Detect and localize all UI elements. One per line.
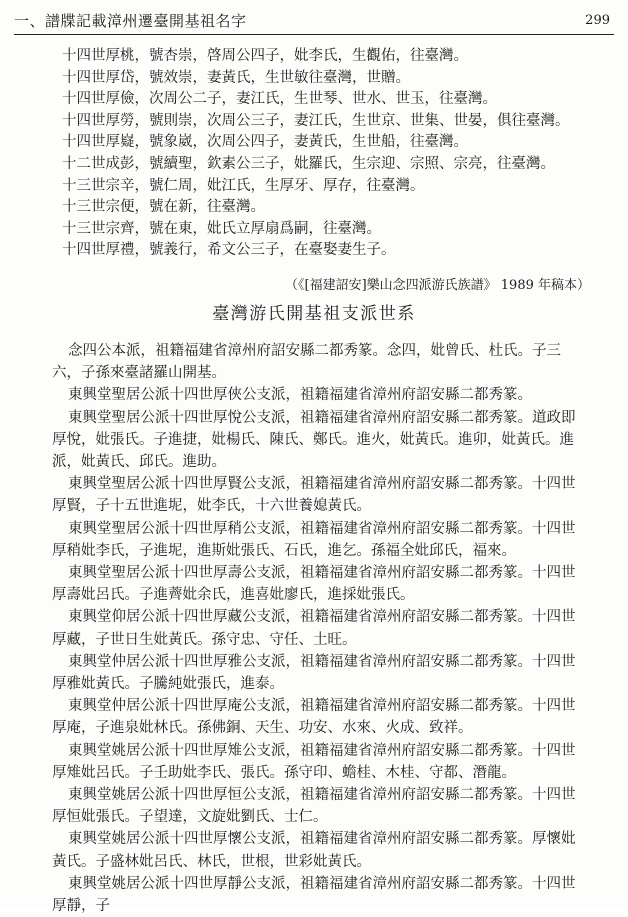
paragraph: 念四公本派，祖籍福建省漳州府詔安縣二都秀篆。念四，妣曾氏、杜氏。子三六，子孫來臺諸羅山開基。 — [52, 343, 561, 382]
list-item: 十四世厚桃，號杏崇，啓周公四子，妣李氏，生觀佑，往臺灣。 — [62, 48, 468, 64]
paragraph: 東興堂姚居公派十四世厚懷公支派，祖籍福建省漳州府詔安縣二都秀篆。厚懷妣黃氏。子盛林妣呂氏、林氏，世根，世彩妣黃氏。 — [52, 831, 576, 870]
paragraph: 東興堂姚居公派十四世厚靜公支派，祖籍福建省漳州府詔安縣二都秀篆。十四世厚靜，子 — [52, 875, 576, 915]
paragraph: 東興堂姚居公派十四世厚雉公支派，祖籍福建省漳州府詔安縣二都秀篆。十四世厚雉妣呂氏。子壬助妣李氏、張氏。孫守印、蟾桂、木桂、守都、潛龍。 — [52, 742, 576, 781]
list-item: 十四世厚禮，號義行，希文公三子，在臺娶妻生子。 — [62, 242, 396, 259]
section-title: 臺灣游氏開基祖支派世系 — [212, 304, 416, 324]
running-header — [14, 10, 614, 35]
paragraph: 東興堂仲居公派十四世厚雅公支派，祖籍福建省漳州府詔安縣二都秀篆。十四世厚雅妣黃氏。子騰純妣張氏，進泰。 — [52, 653, 576, 693]
paragraph: 東興堂聖居公派十四世厚賢公支派，祖籍福建省漳州府詔安縣二都秀篆。十四世厚賢，子十五世進坭，妣李氏，十六世養媳黃氏。 — [52, 476, 576, 515]
paragraph: 東興堂仰居公派十四世厚藏公支派，祖籍福建省漳州府詔安縣二都秀篆。十四世厚藏，子世日生妣黃氏。孫守忠、守任、土旺。 — [52, 609, 576, 648]
list-item: 十四世厚岱，號效崇，妻黃氏，生世敏往臺灣，世贈。 — [62, 69, 410, 86]
source-citation: （《[福建詔安]樂山念四派游氏族譜》 1989 年稿本） — [285, 278, 590, 293]
list-item: 十三世宗辛，號仁周，妣江氏，生厚牙、厚存，往臺灣。 — [62, 177, 425, 194]
list-item: 十三世宗齊，號在東，妣氏立厚扇爲嗣，往臺灣。 — [62, 220, 381, 237]
page-number: 299 — [585, 13, 610, 28]
list-item: 十四世厚儉，次周公二子，妻江氏，生世琴、世水、世玉，往臺灣。 — [62, 91, 497, 108]
list-item: 十二世成彭，號續聖，欽素公三子，妣羅氏，生宗迎、宗照、宗亮，往臺灣。 — [62, 155, 555, 172]
paragraph: 東興堂聖居公派十四世厚壽公支派，祖籍福建省漳州府詔安縣二都秀篆。十四世厚壽妣呂氏。子進薺妣余氏，進喜妣廖氏，進採妣張氏。 — [52, 565, 576, 604]
body-text — [52, 340, 582, 917]
list-item: 十四世厚嶷，號象崴，次周公四子，妻黃氏，生世船，往臺灣。 — [62, 134, 468, 151]
list-item: 十三世宗便，號在新，往臺灣。 — [62, 199, 265, 216]
paragraph: 東興堂仲居公派十四世厚庵公支派，祖籍福建省漳州府詔安縣二都秀篆。十四世厚庵，子進泉妣林氏。孫佛銅、天生、功安、水來、火成、致祥。 — [52, 698, 576, 737]
paragraph: 東興堂聖居公派十四世厚俠公支派，祖籍福建省漳州府詔安縣二都秀篆。 — [68, 387, 532, 404]
chapter-title: 一、譜牒記載漳州遷臺開基祖名字 — [14, 12, 247, 30]
paragraph: 東興堂聖居公派十四世厚稍公支派，祖籍福建省漳州府詔安縣二都秀篆。十四世厚稍妣李氏，子進坭，進斯妣張氏、石氏，進乞。孫福全妣邱氏，福來。 — [52, 520, 576, 559]
ancestor-list — [62, 46, 582, 262]
paragraph: 東興堂聖居公派十四世厚悅公支派，祖籍福建省漳州府詔安縣二都秀篆。道政即厚悅，妣張氏。子進捷，妣楊氏、陳氏、鄭氏。進火，妣黃氏。進卯，妣黃氏。進派，妣黃氏、邱氏。進助。 — [52, 409, 576, 471]
paragraph: 東興堂姚居公派十四世厚恒公支派，祖籍福建省漳州府詔安縣二都秀篆。十四世厚恒妣張氏。子望達，文旋妣劉氏、士仁。 — [52, 787, 576, 826]
list-item: 十四世厚勞，號則崇，次周公三子，妻江氏，生世京、世集、世晏，俱往臺灣。 — [62, 112, 570, 129]
